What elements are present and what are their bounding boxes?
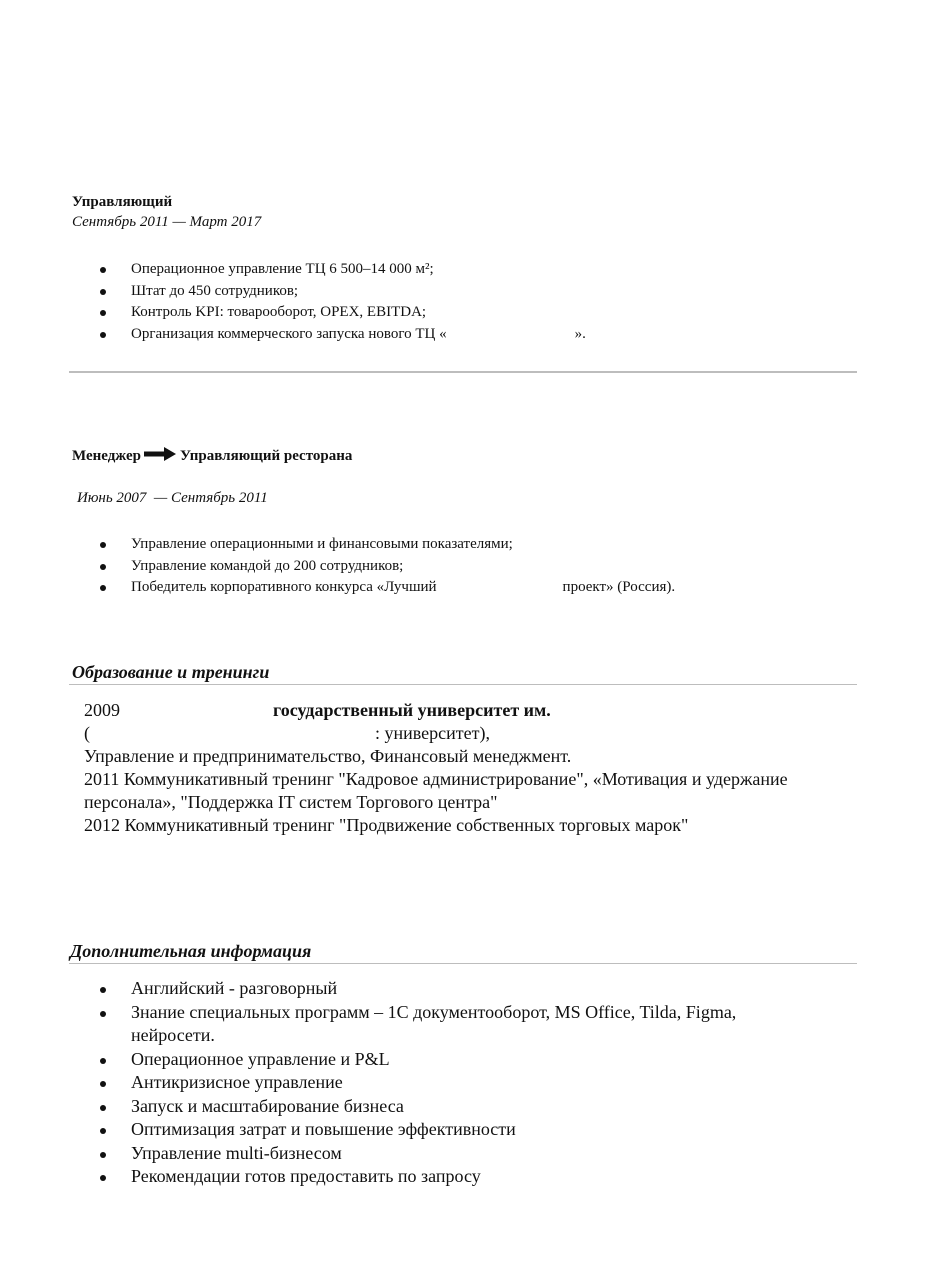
bullet-icon [100,542,106,548]
section-divider [69,963,857,964]
list-item: Штат до 450 сотрудников; [73,281,586,303]
list-item: Запуск и масштабирование бизнеса [73,1095,736,1119]
education-university: государственный университет им. [273,700,551,720]
bullet-icon [100,1128,106,1134]
bullet-icon [100,1011,106,1017]
list-item: Управление командой до 200 сотрудников; [73,556,675,578]
bullet-icon [100,1152,106,1158]
list-item: Оптимизация затрат и повышение эффективности [73,1118,736,1142]
bullet-icon [100,987,106,993]
list-item: Операционное управление и P&L [73,1048,736,1072]
training-2011-line1: 2011 Коммуникативный тренинг "Кадровое администрирование", «Мотивация и удержание [84,769,788,789]
list-item: Знание специальных программ – 1С документооборот, MS Office, Tilda, Figma, нейросети. [73,1001,736,1048]
list-item: Победитель корпоративного конкурса «Лучший проект» (Россия). [73,577,675,599]
additional-heading: Дополнительная информация [70,941,312,961]
education-heading: Образование и тренинги [72,662,270,682]
job1-bullet-list [73,259,586,345]
section-divider [69,371,857,373]
section-divider [69,684,857,685]
job1-dates: Сентябрь 2011 — Март 2017 [72,214,262,230]
list-item: Организация коммерческого запуска нового ТЦ « ». [73,324,586,346]
bullet-icon [100,1058,106,1064]
list-item: Рекомендации готов предоставить по запросу [73,1165,736,1189]
additional-bullet-list [73,977,736,1189]
arrow-right-icon [144,447,176,466]
bullet-icon [100,1175,106,1181]
job2-title-from: Менеджер [72,447,141,464]
bullet-icon [100,289,106,295]
training-2011-line2: персонала», "Поддержка IT систем Торгового центра" [84,792,498,812]
job2-dates: Июнь 2007 — Сентябрь 2011 [77,490,268,506]
bullet-icon [100,585,106,591]
bullet-icon [100,564,106,570]
list-item: Управление multi-бизнесом [73,1142,736,1166]
list-item: Управление операционными и финансовыми показателями; [73,534,675,556]
list-item: Антикризисное управление [73,1071,736,1095]
job2-title-to: Управляющий ресторана [180,447,353,464]
training-2012: 2012 Коммуникативный тренинг "Продвижение собственных торговых марок" [84,815,689,835]
education-specialty: Управление и предпринимательство, Финансовый менеджмент. [84,746,572,766]
job2-bullet-list [73,534,675,599]
list-item: Операционное управление ТЦ 6 500–14 000 м²; [73,259,586,281]
education-paren-rest: : университет), [375,723,490,743]
list-item: Английский - разговорный [73,977,736,1001]
bullet-icon [100,267,106,273]
bullet-icon [100,310,106,316]
bullet-icon [100,1081,106,1087]
bullet-icon [100,332,106,338]
list-item: Контроль KPI: товарооборот, OPEX, EBITDA; [73,302,586,324]
education-paren-open: ( [84,723,90,743]
job2-title [72,447,352,466]
job1-title: Управляющий [72,194,173,210]
education-year: 2009 [84,700,120,720]
bullet-icon [100,1105,106,1111]
